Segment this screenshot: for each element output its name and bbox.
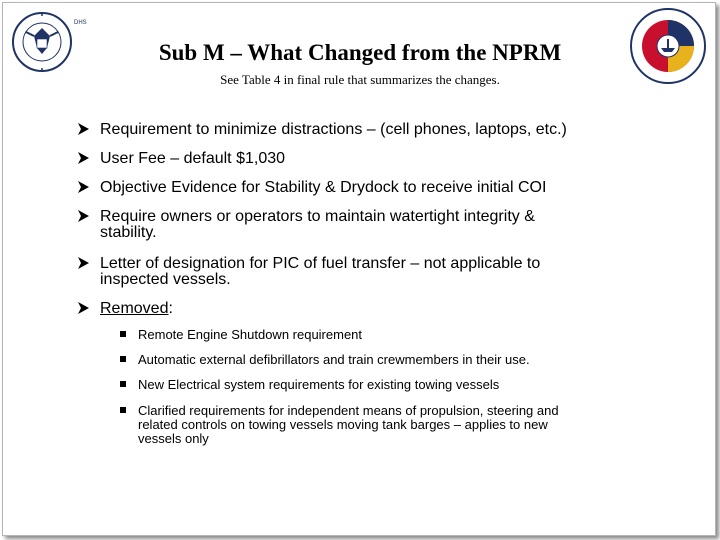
arrow-bullet-icon [76, 301, 90, 315]
removed-item: Clarified requirements for independent means of propulsion, steering and related controls on towing vessels moving tank barges – applies to new vessels only [120, 404, 640, 448]
removed-label: Removed [100, 300, 169, 317]
slide-title: Sub M – What Changed from the NPRM [158, 40, 562, 65]
arrow-bullet-icon [76, 122, 90, 136]
bullet-item: Require owners or operators to maintain watertight integrity & stability. [76, 208, 636, 242]
arrow-bullet-icon [76, 180, 90, 194]
removed-colon: : [168, 300, 173, 317]
square-bullet-icon [120, 356, 126, 362]
arrow-bullet-icon [76, 256, 90, 270]
square-bullet-icon [120, 381, 126, 387]
arrow-bullet-icon [76, 209, 90, 223]
square-bullet-icon [120, 331, 126, 337]
square-bullet-icon [120, 407, 126, 413]
slide-subtitle: See Table 4 in final rule that summarizes the changes. [220, 72, 500, 87]
arrow-bullet-icon [76, 151, 90, 165]
dhs-seal-text: DHS [74, 20, 87, 26]
bullet-item: Letter of designation for PIC of fuel transfer – not applicable to inspected vessels. [76, 255, 636, 289]
